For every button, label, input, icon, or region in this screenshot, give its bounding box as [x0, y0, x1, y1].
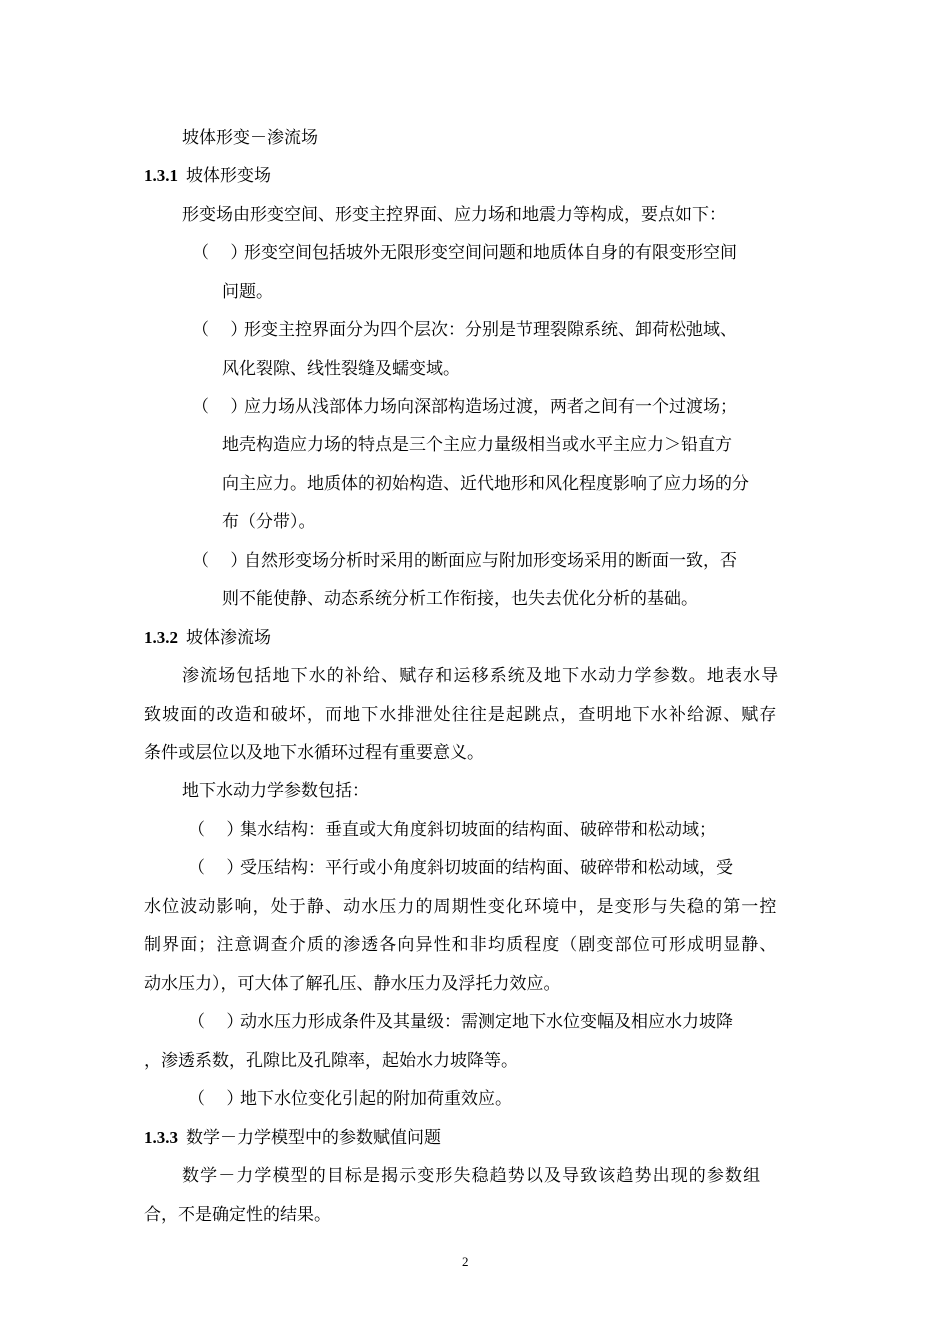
paragraph-line: 致坡面的改造和破坏，而地下水排泄处往往是起跳点，查明地下水补给源、赋存 [144, 705, 778, 725]
section-title: 坡体渗流场 [186, 628, 271, 648]
list-item [188, 856, 733, 880]
list-item-line: ，渗透系数，孔隙比及孔隙率，起始水力坡降等。 [144, 1051, 518, 1071]
list-marker: （ ） [188, 1012, 252, 1032]
list-item-line: 动水压力），可大体了解孔压、静水压力及浮托力效应。 [144, 974, 561, 994]
list-item-line: 受压结构：平行或小角度斜切坡面的结构面、破碎带和松动域，受 [240, 858, 733, 878]
list-item [192, 395, 737, 419]
list-item-line: 自然形变场分析时采用的断面应与附加形变场采用的断面一致，否 [244, 551, 737, 571]
paragraph-line: 合，不是确定性的结果。 [144, 1205, 331, 1225]
list-item-line: 形变主控界面分为四个层次：分别是节理裂隙系统、卸荷松弛域、 [244, 320, 737, 340]
list-item [188, 1087, 512, 1111]
section-heading-1-3-2 [144, 626, 271, 650]
section-number: 1.3.3 [144, 1128, 178, 1147]
list-item-line: 集水结构：垂直或大角度斜切坡面的结构面、破碎带和松动域； [240, 820, 716, 840]
list-item-line: 地壳构造应力场的特点是三个主应力量级相当或水平主应力＞铅直方 [222, 435, 732, 455]
list-item-line: 向主应力。地质体的初始构造、近代地形和风化程度影响了应力场的分 [222, 474, 749, 494]
section-heading-1-3-3 [144, 1126, 441, 1150]
list-item [192, 549, 737, 573]
list-item-line: 形变空间包括坡外无限形变空间问题和地质体自身的有限变形空间 [244, 243, 737, 263]
list-marker: （ ） [192, 551, 256, 571]
paragraph: 地下水动力学参数包括： [182, 781, 369, 801]
section-number: 1.3.2 [144, 628, 178, 647]
list-item-line: 则不能使静、动态系统分析工作衔接，也失去优化分析的基础。 [222, 589, 698, 609]
section-number: 1.3.1 [144, 166, 178, 185]
paragraph: 形变场由形变空间、形变主控界面、应力场和地震力等构成，要点如下： [182, 205, 726, 225]
paragraph-line: 条件或层位以及地下水循环过程有重要意义。 [144, 743, 484, 763]
list-marker: （ ） [192, 397, 256, 417]
section-title: 坡体形变场 [186, 166, 271, 186]
list-item [188, 1010, 733, 1034]
list-item [188, 818, 716, 842]
paragraph-line: 渗流场包括地下水的补给、赋存和运移系统及地下水动力学参数。地表水导 [182, 666, 780, 686]
list-item-line: 制界面；注意调查介质的渗透各向异性和非均质程度（剧变部位可形成明显静、 [144, 935, 778, 955]
list-item-line: 动水压力形成条件及其量级：需测定地下水位变幅及相应水力坡降 [240, 1012, 733, 1032]
list-item-line: 风化裂隙、线性裂缝及蠕变域。 [222, 359, 460, 379]
list-item-line: 问题。 [222, 282, 273, 302]
list-item-line: 布（分带）。 [222, 512, 316, 532]
list-marker: （ ） [192, 243, 256, 263]
list-item-line: 地下水位变化引起的附加荷重效应。 [240, 1089, 512, 1109]
intro-line: 坡体形变－渗流场 [182, 128, 318, 148]
list-marker: （ ） [188, 820, 252, 840]
list-item [192, 241, 737, 265]
section-heading-1-3-1 [144, 164, 271, 188]
list-item-line: 水位波动影响，处于静、动水压力的周期性变化环境中，是变形与失稳的第一控 [144, 897, 778, 917]
section-title: 数学－力学模型中的参数赋值问题 [186, 1128, 441, 1148]
list-marker: （ ） [188, 858, 252, 878]
list-marker: （ ） [188, 1089, 252, 1109]
paragraph-line: 数学－力学模型的目标是揭示变形失稳趋势以及导致该趋势出现的参数组 [182, 1166, 762, 1186]
list-item-line: 应力场从浅部体力场向深部构造场过渡，两者之间有一个过渡场； [244, 397, 737, 417]
page-number: 2 [462, 1254, 469, 1269]
list-item [192, 318, 737, 342]
list-marker: （ ） [192, 320, 256, 340]
